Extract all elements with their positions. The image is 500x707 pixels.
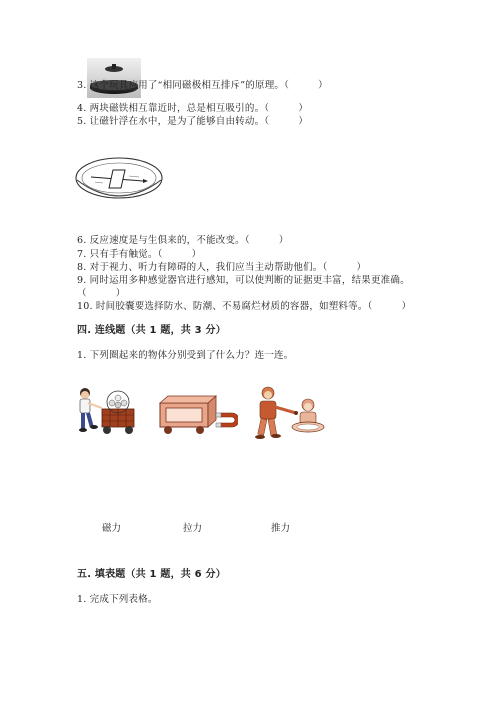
section-4-heading: 四. 连线题（共 1 题，共 3 分） xyxy=(77,325,226,336)
question-10: 10. 时间胶囊要选择防水、防潮、不易腐烂材质的容器，如塑料等。（ ） xyxy=(77,301,412,312)
question-5: 5. 让磁针浮在水中，是为了能够自由转动。（ ） xyxy=(77,116,309,127)
question-3: 3. 这个玩具应用了“相同磁极相互排斥”的原理。（ ） xyxy=(77,80,328,91)
floating-needle-dish-image xyxy=(73,150,165,210)
question-4: 4. 两块磁铁相互靠近时，总是相互吸引的。（ ） xyxy=(77,103,309,114)
section-5-question-1: 1. 完成下列表格。 xyxy=(77,594,158,605)
force-label-magnetic: 磁力 xyxy=(102,523,122,534)
question-9-line-2: （ ） xyxy=(77,288,126,299)
section-4-question-1: 1. 下列圈起来的物体分别受到了什么力？连一连。 xyxy=(77,350,294,361)
question-7: 7. 只有手有触觉。（ ） xyxy=(77,249,202,260)
question-8: 8. 对于视力、听力有障碍的人，我们应当主动帮助他们。（ ） xyxy=(77,262,367,273)
children-sledding-image xyxy=(250,383,330,445)
child-pushing-cart-image xyxy=(72,383,142,443)
force-label-pull: 拉力 xyxy=(183,523,203,534)
question-6: 6. 反应速度是与生俱来的，不能改变。（ ） xyxy=(77,235,289,246)
section-5-heading: 五. 填表题（共 1 题，共 6 分） xyxy=(77,569,226,580)
levitating-magnet-toy-image xyxy=(87,58,141,98)
question-9-line-1: 9. 同时运用多种感觉器官进行感知，可以使判断的证据更丰富，结果更准确。 xyxy=(77,275,410,286)
force-label-push: 推力 xyxy=(271,523,291,534)
cart-with-magnet-image xyxy=(156,393,238,443)
